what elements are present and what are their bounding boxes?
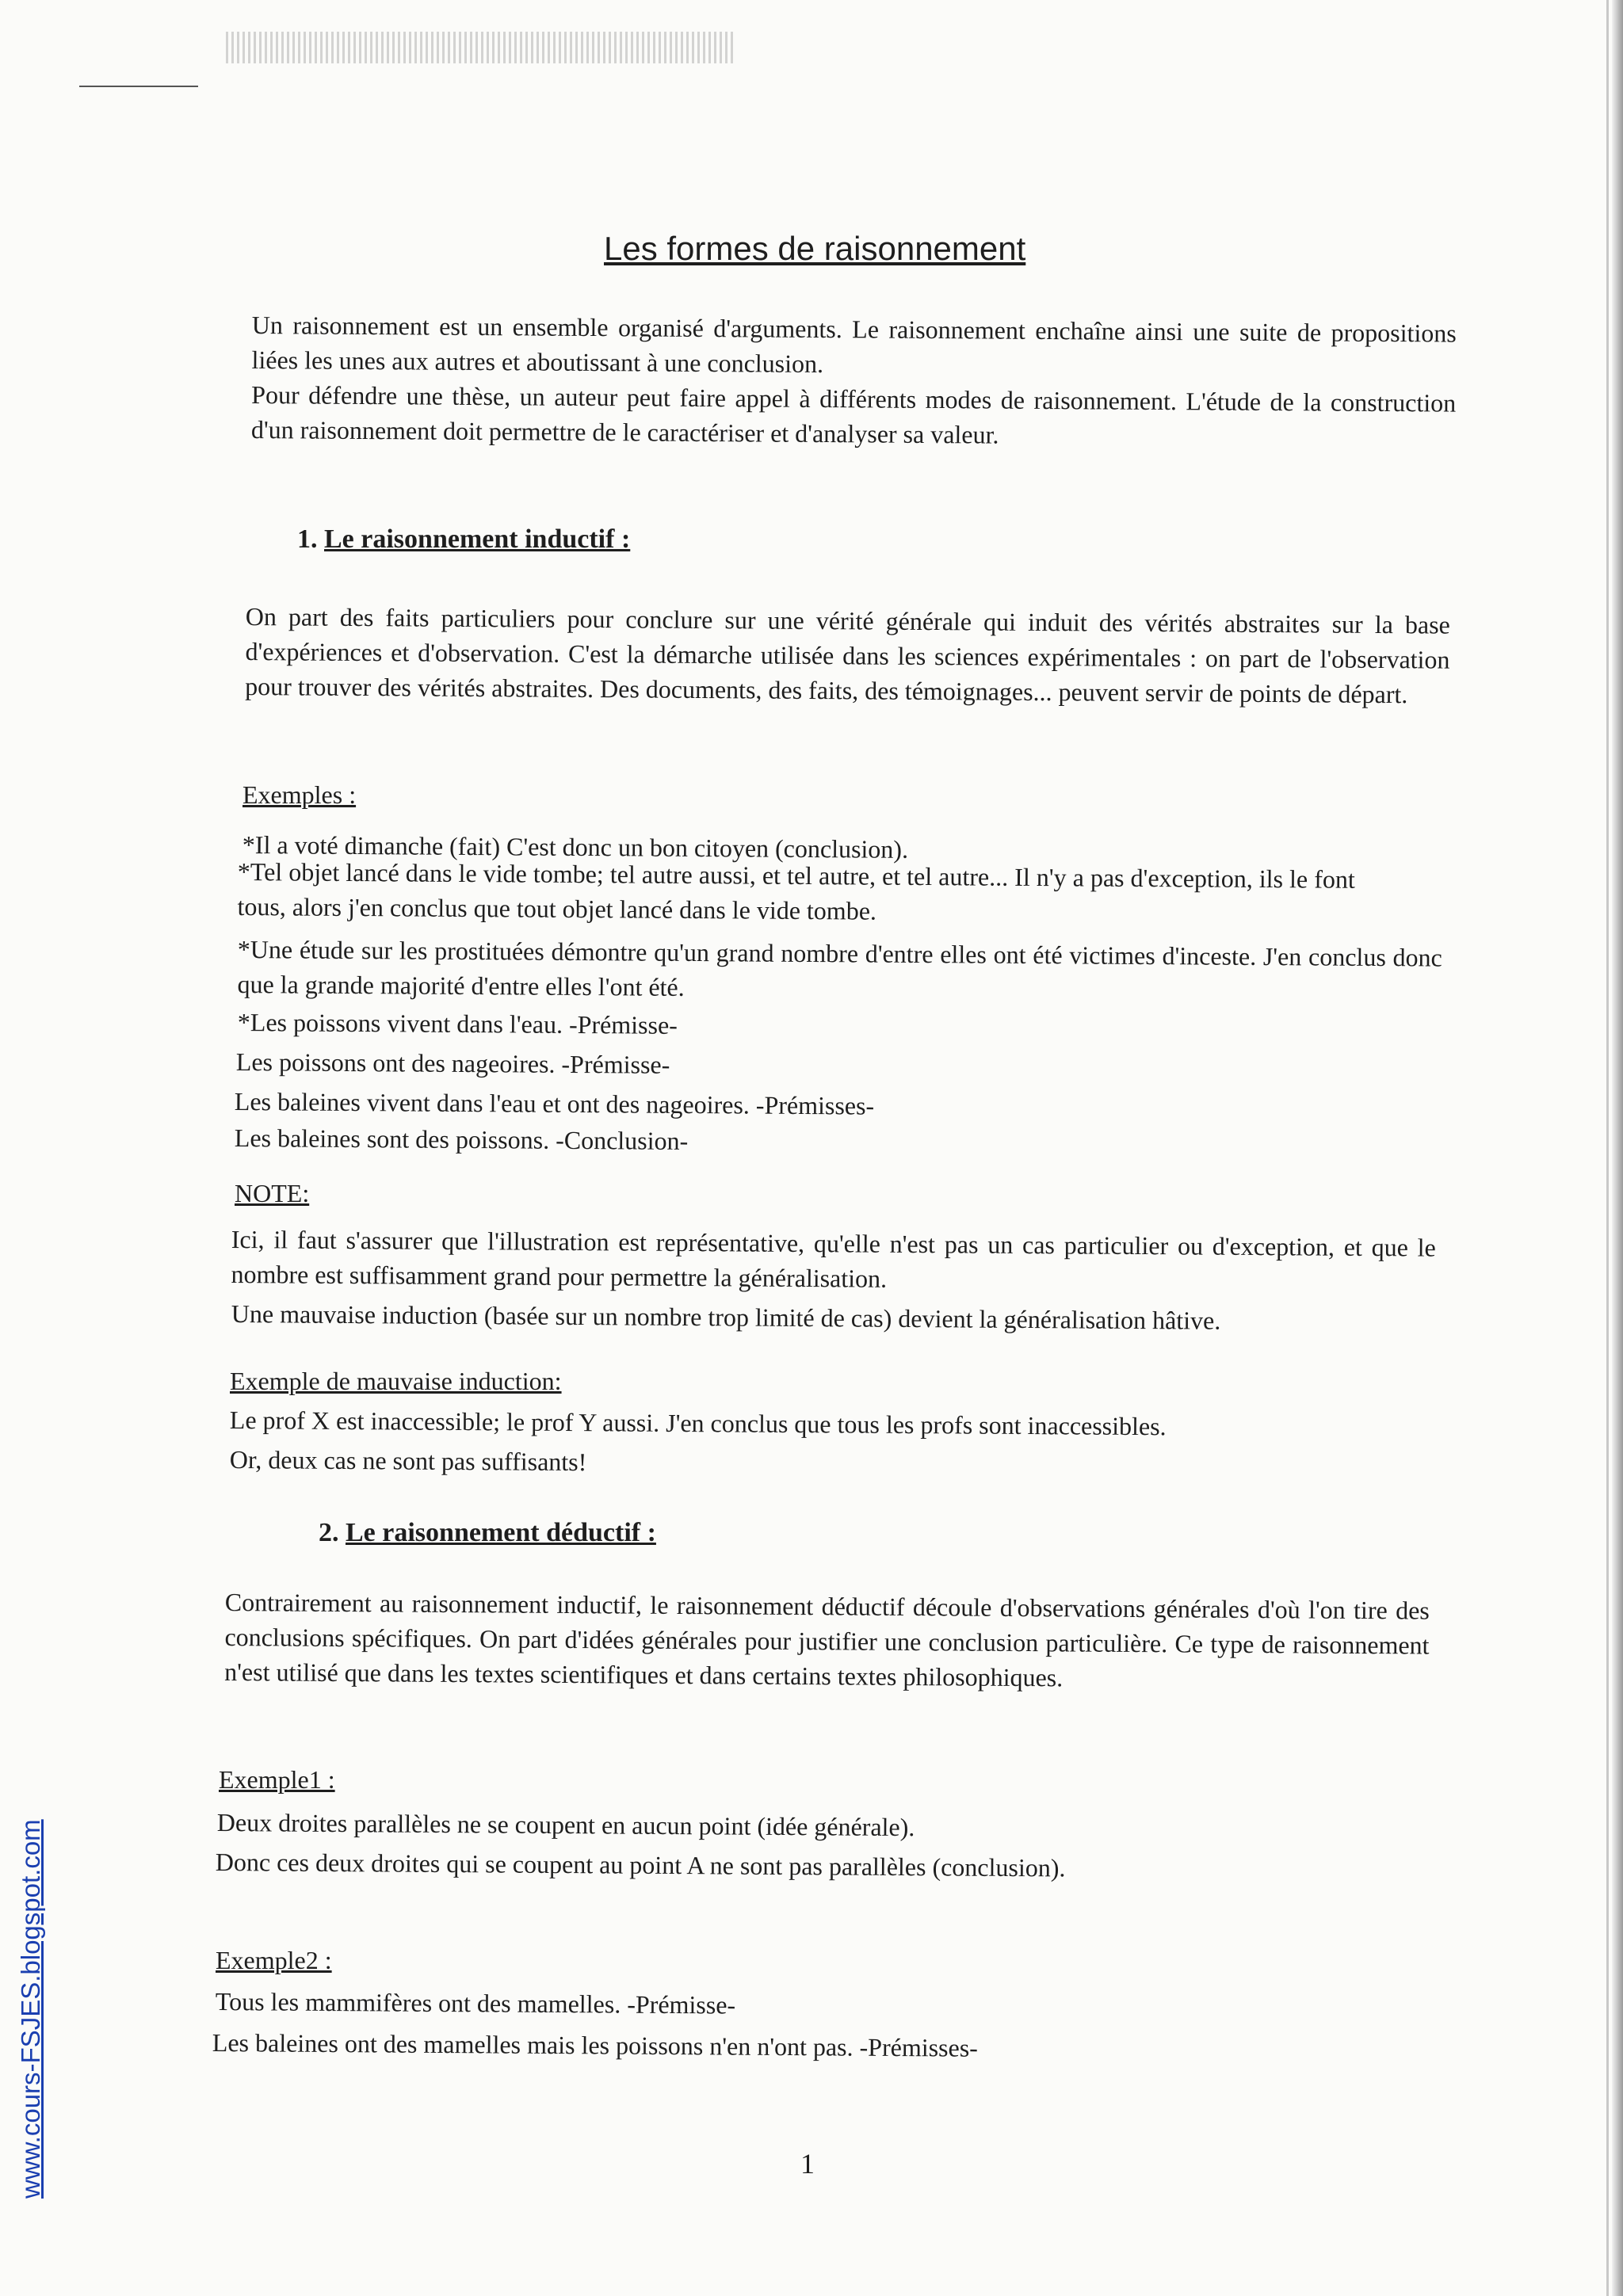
section-1-number: 1. (297, 524, 318, 554)
example-4-line-2: Les poissons ont des nageoires. -Prémisse- (235, 1047, 670, 1079)
example-4-line-3: Les baleines vivent dans l'eau et ont des nageoires. -Prémisses- (234, 1087, 875, 1120)
example-1-line-1: Deux droites parallèles ne se coupent en aucun point (idée générale). (216, 1808, 915, 1842)
example-1: *Il a voté dimanche (fait) C'est donc un bon citoyen (conclusion). (242, 830, 909, 864)
example-1-line-2: Donc ces deux droites qui se coupent au point A ne sont pas parallèles (conclusion). (215, 1848, 1066, 1882)
section-1-heading (297, 524, 630, 555)
intro-paragraph-1: Un raisonnement est un ensemble organisé d'arguments. Le raisonnement enchaîne ainsi une suite de propositions liées les unes aux autres et aboutissant à une conclusion. (251, 310, 1457, 379)
example-1-label: Exemple1 : (219, 1765, 335, 1794)
bad-induction-label: Exemple de mauvaise induction: (230, 1367, 562, 1395)
side-link[interactable]: www.cours-FSJES.blogspot.com (16, 1819, 45, 2199)
example-2: *Tel objet lancé dans le vide tombe; tel autre aussi, et tel autre, et tel autre... Il n'y a pas d'exception, ils le font tous, alors j'en conclus que tout objet lancé dans le vide tombe. (237, 856, 1355, 925)
page-edge-shadow (1612, 0, 1623, 2296)
scan-artifact-mark (79, 86, 198, 87)
section-2-heading (319, 1518, 656, 1548)
page-title: Les formes de raisonnement (604, 230, 1026, 267)
example-4-line-4: Les baleines sont des poissons. -Conclusion- (234, 1123, 689, 1155)
bad-induction-line-1: Le prof X est inaccessible; le prof Y aussi. J'en conclus que tous les profs sont inaccessibles. (229, 1405, 1167, 1441)
section-2-body: Contrairement au raisonnement inductif, le raisonnement déductif découle d'observations générales d'où l'on tire des conclusions spécifiques. On part d'idées générales pour justifier une conclusion particulière. Ce type de raisonnement n'est utilisé que dans les textes scientifiques et dans certains textes philosophiques. (224, 1587, 1430, 1692)
example-4-line-1: *Les poissons vivent dans l'eau. -Prémisse- (237, 1008, 678, 1039)
section-2-title: Le raisonnement déductif : (346, 1518, 656, 1547)
scan-artifact (226, 32, 733, 63)
section-2-number: 2. (319, 1518, 339, 1547)
intro-paragraph-2: Pour défendre une thèse, un auteur peut faire appel à différents modes de raisonnement. L'étude de la construction d'un raisonnement doit permettre de le caractériser et d'analyser sa valeur. (250, 379, 1457, 449)
page-number: 1 (800, 2148, 815, 2180)
examples-label: Exemples : (242, 780, 357, 809)
note-label: NOTE: (235, 1179, 310, 1207)
bad-induction-line-2: Or, deux cas ne sont pas suffisants! (229, 1445, 587, 1477)
section-1-title: Le raisonnement inductif : (324, 524, 631, 554)
page-edge-line (1606, 0, 1609, 2296)
note-paragraph-1: Ici, il faut s'assurer que l'illustration est représentative, qu'elle n'est pas un cas particulier ou d'exception, et que le nombre est suffisamment grand pour permettre la généralisation. (231, 1224, 1436, 1293)
intro (251, 307, 1457, 456)
example-2-label: Exemple2 : (216, 1946, 332, 1974)
section-1-body: On part des faits particuliers pour conclure sur une vérité générale qui induit des vérités abstraites sur la base d'expériences et d'observation. C'est la démarche utilisée dans les sciences expérimentales : on part de l'observation pour trouver des vérités abstraites. Des documents, des faits, des témoignages... peuvent servir de points de départ. (245, 601, 1450, 709)
example-2-line-1: Tous les mammifères ont des mamelles. -Prémisse- (215, 1987, 736, 2019)
example-3: *Une étude sur les prostituées démontre qu'un grand nombre d'entre elles ont été victimes d'inceste. J'en conclus donc que la grande majorité d'entre elles l'ont été. (237, 934, 1442, 1001)
note-paragraph-2: Une mauvaise induction (basée sur un nombre trop limité de cas) devient la généralisation hâtive. (231, 1299, 1221, 1335)
example-2-line-2: Les baleines ont des mamelles mais les poissons n'en n'ont pas. -Prémisses- (212, 2028, 979, 2062)
